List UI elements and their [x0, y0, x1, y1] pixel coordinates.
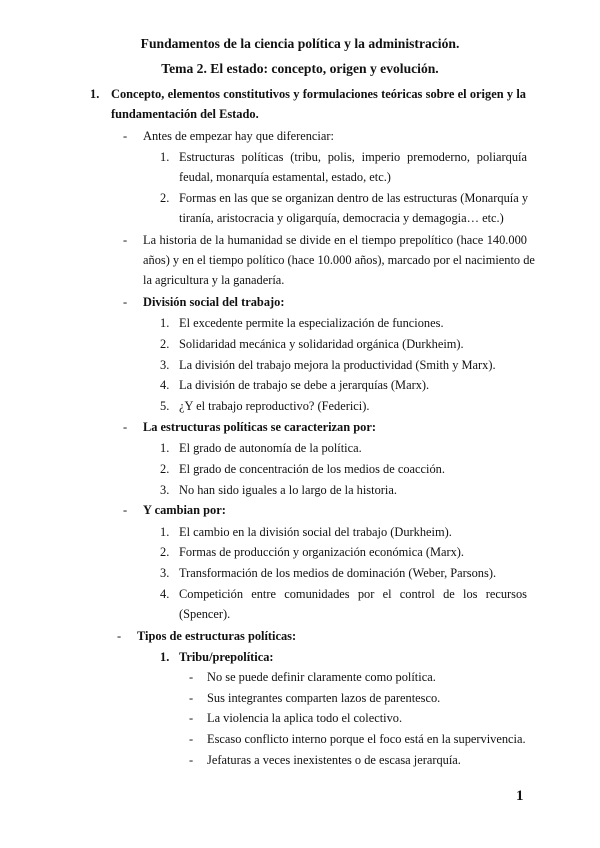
- list-item: ¿Y el trabajo reproductivo? (Federici).: [179, 399, 370, 413]
- sub-dash: -: [189, 670, 194, 684]
- list-item: El excedente permite la especialización de funciones.: [179, 316, 444, 330]
- list-number: 4.: [160, 378, 170, 392]
- paragraph-line: La historia de la humanidad se divide en el tiempo prepolítico (hace 140.000: [143, 233, 527, 247]
- bullet-heading: La estructuras políticas se caracterizan por:: [143, 420, 376, 434]
- sub-dash: -: [189, 711, 194, 725]
- list-number: 2.: [160, 545, 170, 559]
- list-number: 2.: [160, 462, 170, 476]
- paragraph-line: la agricultura y la ganadería.: [143, 273, 285, 287]
- list-item-line: (Spencer).: [179, 607, 231, 621]
- bullet-heading: Tipos de estructuras políticas:: [137, 629, 297, 643]
- section-number: 1.: [90, 87, 100, 101]
- list-number: 2.: [160, 337, 170, 351]
- list-item: La división del trabajo mejora la productividad (Smith y Marx).: [179, 358, 496, 372]
- list-item: Solidaridad mecánica y solidaridad orgánica (Durkheim).: [179, 337, 464, 351]
- list-number: 2.: [160, 191, 170, 205]
- sub-dash: -: [189, 753, 194, 767]
- document-subtitle: Tema 2. El estado: concepto, origen y evolución.: [161, 61, 439, 76]
- bullet-dash: -: [123, 295, 128, 309]
- list-item: Transformación de los medios de dominación (Weber, Parsons).: [179, 566, 497, 580]
- list-item-line: tiranía, aristocracia y oligarquía, democracia y demagogia… etc.): [179, 211, 504, 225]
- bullet-heading: Y cambian por:: [143, 503, 226, 517]
- bullet-dash: -: [123, 233, 128, 247]
- paragraph-line: años) y en el tiempo político (hace 10.000 años), marcado por el nacimiento de: [143, 253, 535, 267]
- list-item-line: Competición entre comunidades por el control de los recursos: [179, 587, 527, 601]
- list-item: El cambio en la división social del trabajo (Durkheim).: [179, 525, 452, 539]
- list-item-line: Estructuras políticas (tribu, polis, imperio premoderno, poliarquía: [179, 150, 527, 164]
- list-item: El grado de concentración de los medios de coacción.: [179, 462, 445, 476]
- list-number: 5.: [160, 399, 170, 413]
- section-heading-line1: Concepto, elementos constitutivos y formulaciones teóricas sobre el origen y la: [111, 87, 526, 101]
- bullet-dash: -: [123, 503, 128, 517]
- list-number: 1.: [160, 150, 170, 164]
- sub-dash: -: [189, 732, 194, 746]
- sub-number: 1.: [160, 650, 170, 664]
- bullet-dash: -: [117, 629, 122, 643]
- sub-item: Escaso conflicto interno porque el foco está en la supervivencia.: [207, 732, 526, 746]
- bullet-dash: -: [123, 420, 128, 434]
- list-item: La división de trabajo se debe a jerarquías (Marx).: [179, 378, 430, 392]
- list-item: No han sido iguales a lo largo de la historia.: [179, 483, 397, 497]
- list-item: Formas de producción y organización económica (Marx).: [179, 545, 465, 559]
- page-number: 1: [516, 788, 524, 804]
- section-heading-line2: fundamentación del Estado.: [111, 107, 259, 121]
- document-title: Fundamentos de la ciencia política y la administración.: [140, 36, 460, 51]
- bullet-dash: -: [123, 129, 128, 143]
- list-number: 3.: [160, 358, 170, 372]
- list-number: 3.: [160, 483, 170, 497]
- list-number: 1.: [160, 316, 170, 330]
- bullet-text: Antes de empezar hay que diferenciar:: [143, 129, 334, 143]
- list-item: El grado de autonomía de la política.: [179, 441, 362, 455]
- list-number: 4.: [160, 587, 170, 601]
- sub-item: No se puede definir claramente como política.: [207, 670, 436, 684]
- sub-item: Sus integrantes comparten lazos de parentesco.: [207, 691, 441, 705]
- bullet-heading: División social del trabajo:: [143, 295, 285, 309]
- sub-dash: -: [189, 691, 194, 705]
- sub-heading: Tribu/prepolítica:: [179, 650, 274, 664]
- sub-item: Jefaturas a veces inexistentes o de escasa jerarquía.: [207, 753, 461, 767]
- list-number: 1.: [160, 441, 170, 455]
- list-item-line: feudal, monarquía estamental, estado, etc.): [179, 170, 391, 184]
- list-number: 3.: [160, 566, 170, 580]
- sub-item: La violencia la aplica todo el colectivo.: [207, 711, 403, 725]
- list-item-line: Formas en las que se organizan dentro de las estructuras (Monarquía y: [179, 191, 529, 205]
- list-number: 1.: [160, 525, 170, 539]
